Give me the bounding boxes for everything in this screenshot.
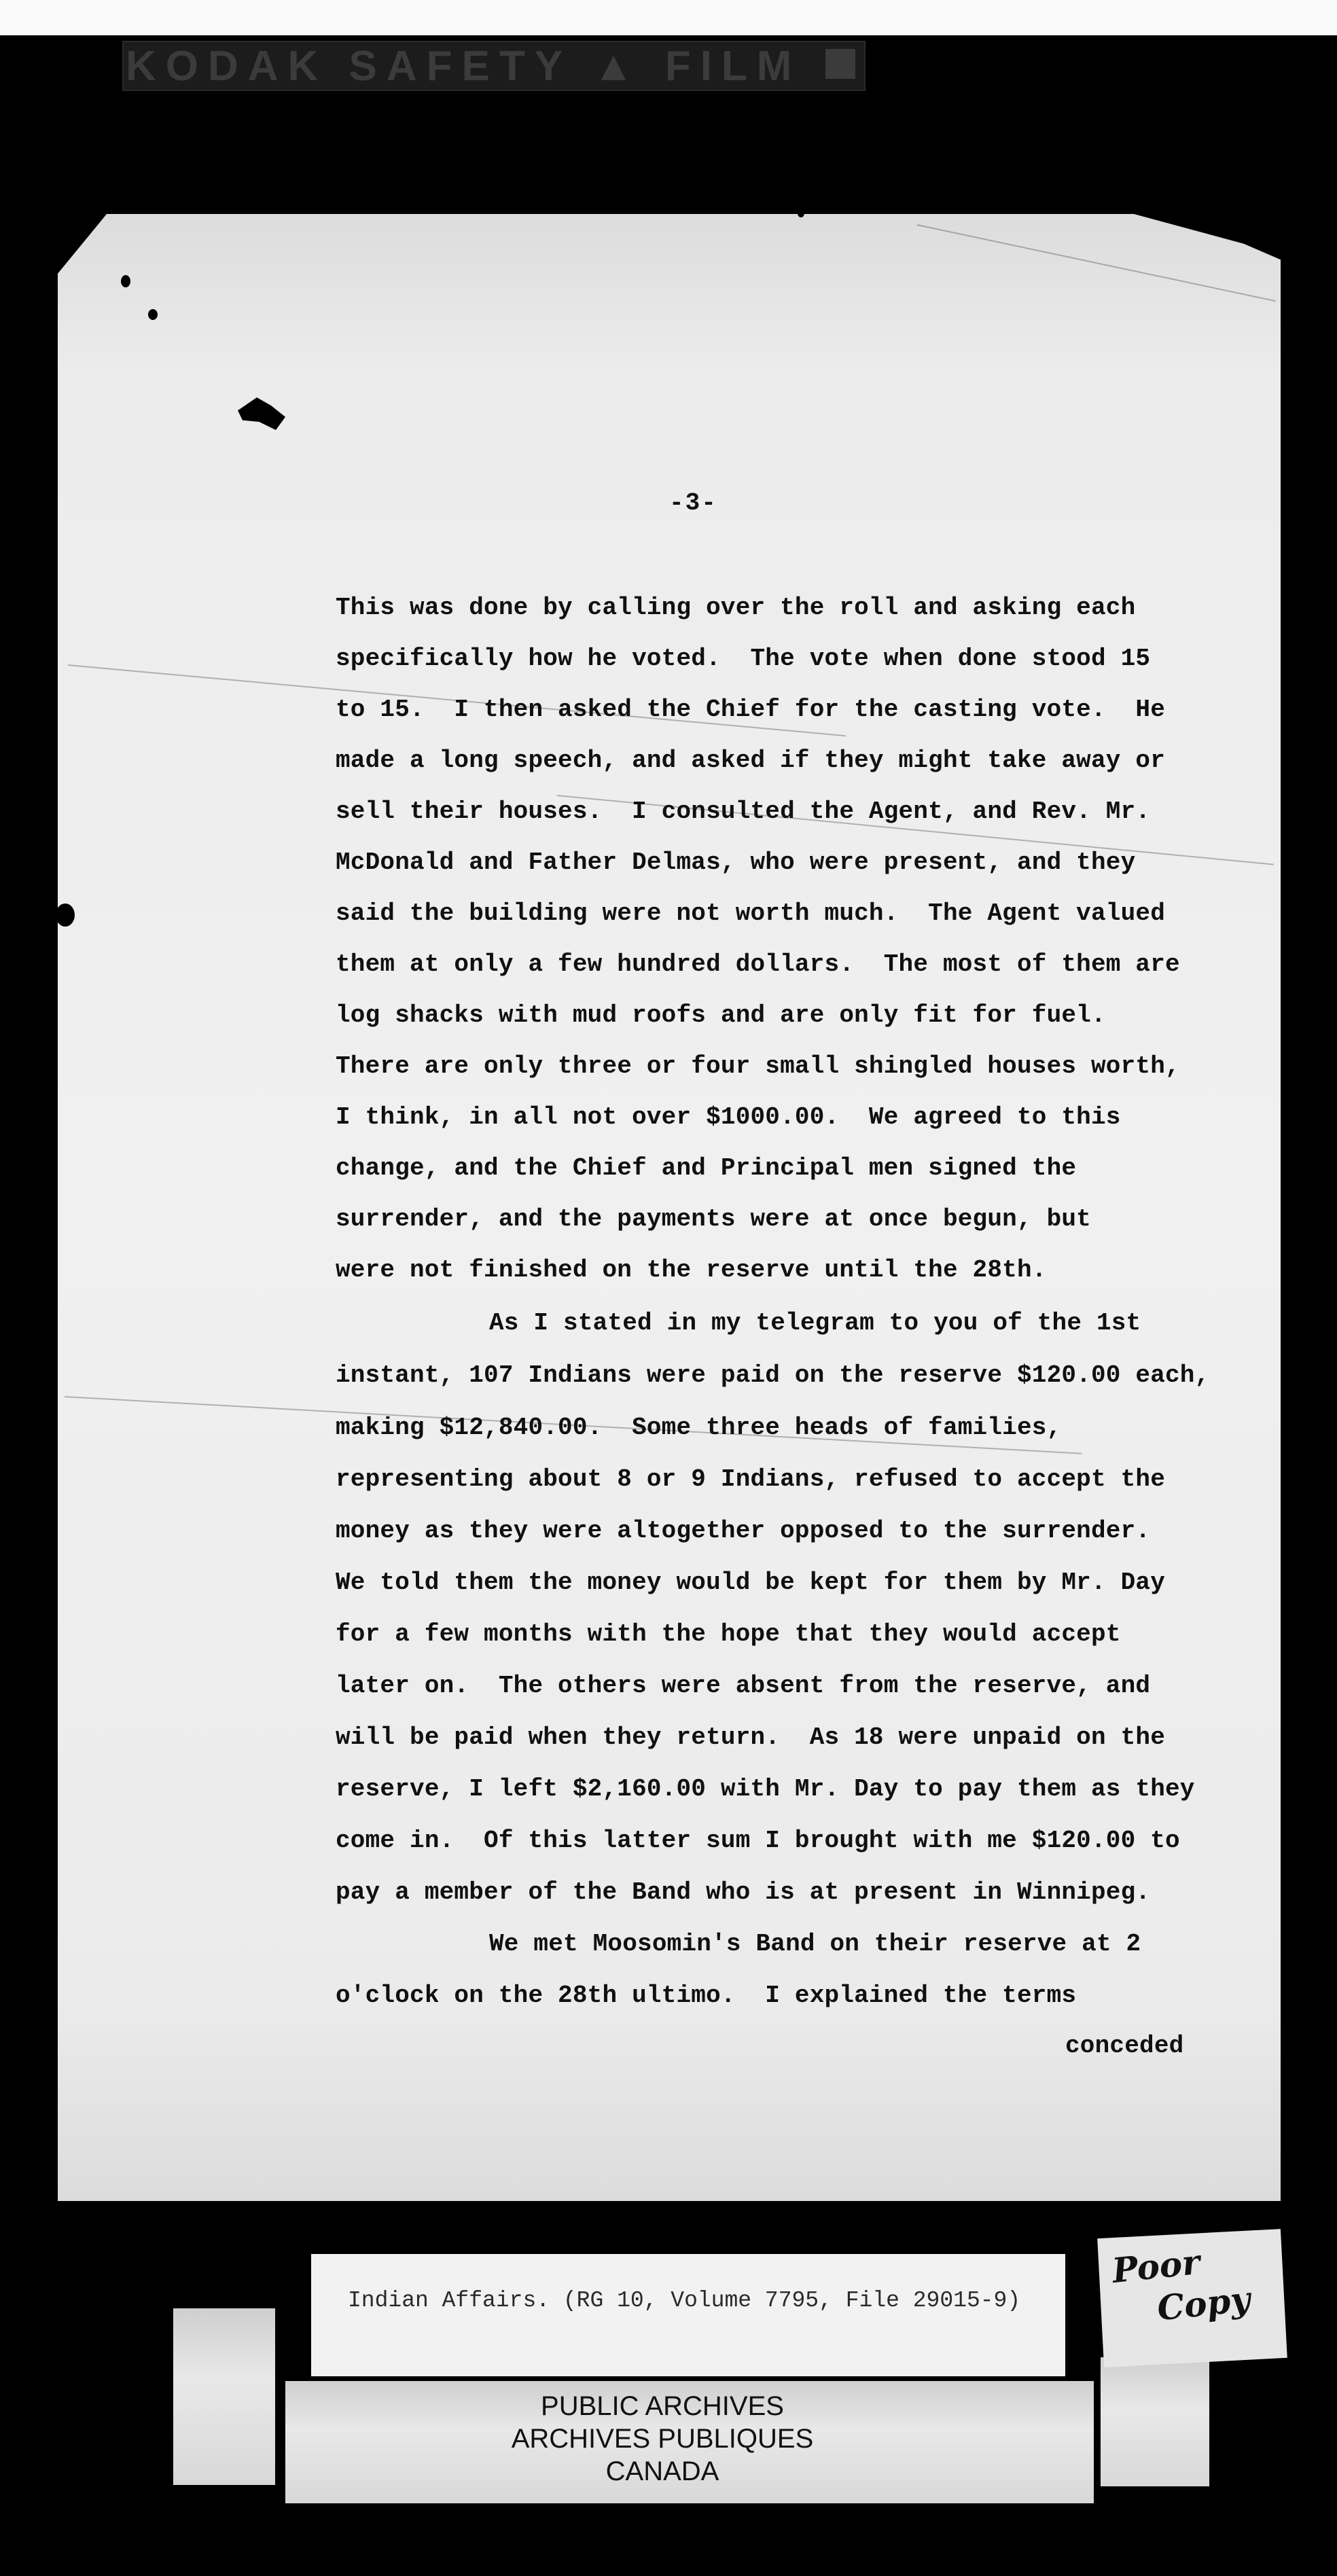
text-line: to 15. I then asked the Chief for the casting vote. He — [336, 696, 1165, 723]
archive-reference-card — [311, 2254, 1065, 2376]
top-margin — [0, 0, 1337, 35]
text-line: money as they were altogether opposed to the surrender. — [336, 1517, 1151, 1545]
text-line: made a long speech, and asked if they might take away or — [336, 747, 1165, 774]
text-line: were not finished on the reserve until the 28th. — [336, 1256, 1047, 1284]
tape-strip-left — [173, 2308, 275, 2485]
text-line: We met Moosomin's Band on their reserve at 2 — [489, 1930, 1141, 1958]
poor-copy-line: Poor — [1110, 2241, 1202, 2291]
poor-copy-line: Copy — [1155, 2278, 1252, 2329]
text-line: There are only three or four small shingled houses worth, — [336, 1052, 1180, 1080]
text-line: log shacks with mud roofs and are only fit for fuel. — [336, 1001, 1106, 1029]
film-brand-text: KODAK SAFETY ▲ FILM — [126, 43, 802, 90]
archive-reference-text: Indian Affairs. (RG 10, Volume 7795, File 29015-9) — [348, 2288, 1021, 2313]
text-line: change, and the Chief and Principal men signed the — [336, 1154, 1077, 1182]
text-line: later on. The others were absent from the reserve, and — [336, 1672, 1151, 1700]
archives-stamp-line: PUBLIC ARCHIVES — [541, 2391, 784, 2421]
text-line: making $12,840.00. Some three heads of families, — [336, 1414, 1062, 1442]
text-line: sell their houses. I consulted the Agent, and Rev. Mr. — [336, 798, 1151, 825]
ink-speck — [148, 309, 158, 320]
text-line: surrender, and the payments were at once begun, but — [336, 1205, 1091, 1233]
archives-stamp-line: ARCHIVES PUBLIQUES — [511, 2424, 814, 2454]
tape-strip-right — [1101, 2357, 1209, 2486]
page-number: -3- — [669, 489, 717, 517]
text-line: them at only a few hundred dollars. The most of them are — [336, 950, 1180, 978]
archives-stamp — [435, 2390, 890, 2492]
text-line: representing about 8 or 9 Indians, refused to accept the — [336, 1465, 1165, 1493]
ink-speck — [56, 904, 75, 927]
archives-stamp-line: CANADA — [605, 2456, 719, 2486]
text-line: pay a member of the Band who is at present in Winnipeg. — [336, 1878, 1151, 1906]
text-line: said the building were not worth much. The Agent valued — [336, 899, 1165, 927]
text-line: reserve, I left $2,160.00 with Mr. Day to pay them as they — [336, 1775, 1195, 1803]
text-line: for a few months with the hope that they would accept — [336, 1620, 1121, 1648]
poor-copy-note — [1110, 2234, 1274, 2333]
text-line: instant, 107 Indians were paid on the reserve $120.00 each, — [336, 1361, 1210, 1389]
text-line: come in. Of this latter sum I brought with me $120.00 to — [336, 1827, 1180, 1855]
ink-speck — [798, 209, 804, 217]
text-line: o'clock on the 28th ultimo. I explained the terms — [336, 1982, 1077, 2009]
text-line: I think, in all not over $1000.00. We agreed to this — [336, 1103, 1121, 1131]
catchword: conceded — [1065, 2032, 1184, 2060]
film-edge-marker — [825, 49, 855, 79]
text-line: As I stated in my telegram to you of the 1st — [489, 1309, 1141, 1337]
text-line: specifically how he voted. The vote when done stood 15 — [336, 645, 1151, 673]
text-line: This was done by calling over the roll and asking each — [336, 594, 1136, 622]
text-line: We told them the money would be kept for them by Mr. Day — [336, 1569, 1165, 1596]
text-line: will be paid when they return. As 18 were unpaid on the — [336, 1723, 1165, 1751]
text-line: McDonald and Father Delmas, who were present, and they — [336, 848, 1136, 876]
ink-speck — [121, 275, 130, 287]
